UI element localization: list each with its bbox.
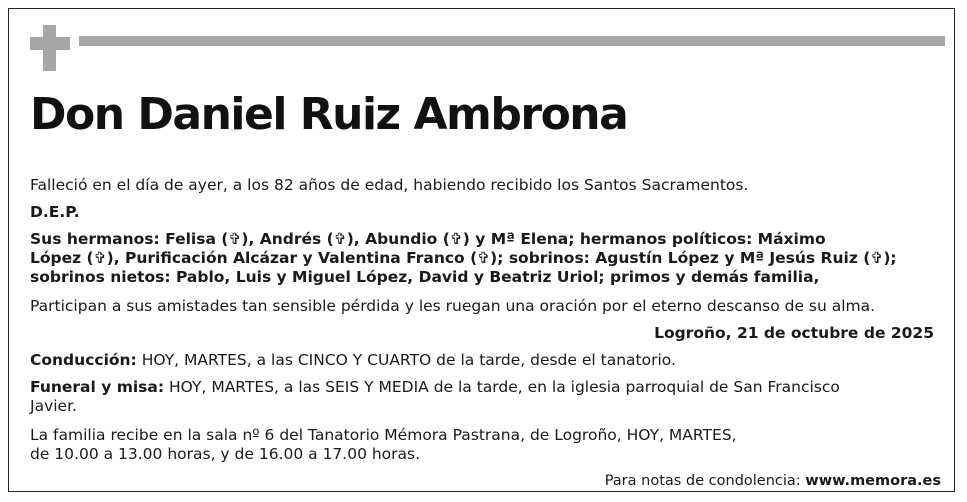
funeral-line [30, 378, 840, 397]
intro-text: Falleció en el día de ayer, a los 82 años de edad, habiendo recibido los Santos Sacramentos. [30, 176, 749, 194]
family-line-3: sobrinos nietos: Pablo, Luis y Miguel López, David y Beatriz Uriol; primos y demás familia, [30, 268, 820, 286]
header-rule [79, 36, 945, 46]
funeral-label: Funeral y misa: [30, 378, 165, 396]
familia-line-1: La familia recibe en la sala nº 6 del Tanatorio Mémora Pastrana, de Logroño, HOY, MARTES, [30, 426, 737, 444]
family-line-2: López (✞), Purificación Alcázar y Valentina Franco (✞); sobrinos: Agustín López y Mª Jesús Ruiz (✞); [30, 249, 897, 267]
conduccion-text: HOY, MARTES, a las CINCO Y CUARTO de la tarde, desde el tanatorio. [136, 351, 676, 369]
dep-text: D.E.P. [30, 203, 80, 221]
family-line-1: Sus hermanos: Felisa (✞), Andrés (✞), Abundio (✞) y Mª Elena; hermanos políticos: Máximo [30, 230, 826, 248]
conduccion-label: Conducción: [30, 351, 137, 369]
condolence-link[interactable]: www.memora.es [805, 473, 941, 489]
obituary-card [8, 8, 955, 492]
deceased-name: Don Daniel Ruiz Ambrona [30, 89, 628, 140]
cross-icon [30, 25, 70, 71]
condolence-footer [605, 473, 941, 489]
funeral-line-2: Javier. [30, 397, 77, 415]
place-date: Logroño, 21 de octubre de 2025 [654, 324, 934, 342]
familia-line-2: de 10.00 a 13.00 horas, y de 16.00 a 17.00 horas. [30, 445, 421, 463]
conduccion-line [30, 351, 676, 370]
participan-text: Participan a sus amistades tan sensible pérdida y les ruegan una oración por el eterno descanso de su alma. [30, 297, 876, 315]
funeral-text: HOY, MARTES, a las SEIS Y MEDIA de la tarde, en la iglesia parroquial de San Francisco [164, 378, 840, 396]
condolence-label: Para notas de condolencia: [604, 473, 806, 489]
